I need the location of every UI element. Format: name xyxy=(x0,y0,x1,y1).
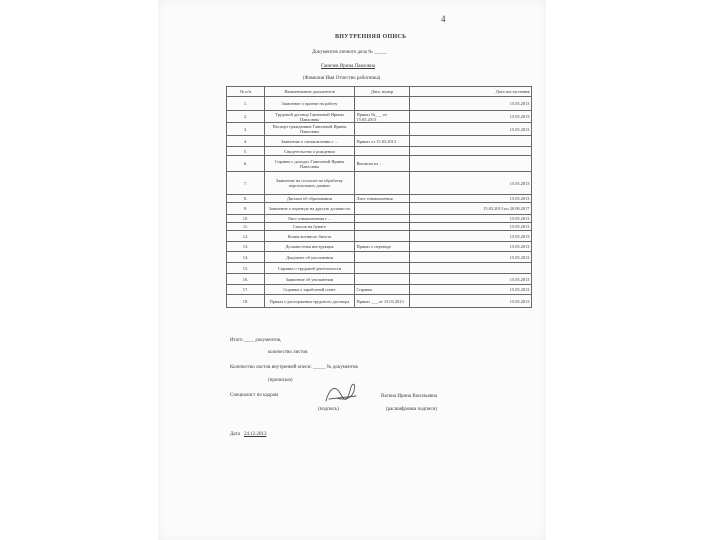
row-reference: Приказ ___ от 15.03.2013 xyxy=(355,295,410,308)
row-number: 10. xyxy=(227,215,265,223)
row-date xyxy=(410,136,532,147)
col-header-ref: Дата, номер xyxy=(355,87,410,97)
row-number: 5. xyxy=(227,147,265,156)
row-number: 1. xyxy=(227,97,265,111)
sheet-count-caption: (прописью) xyxy=(268,378,293,383)
table-row xyxy=(227,203,532,215)
row-reference: Приказ от 15.03.2013 xyxy=(355,136,410,147)
table-header-row xyxy=(227,87,532,97)
date-label: Дата xyxy=(230,432,240,437)
table-row xyxy=(227,252,532,263)
row-document-name: Заявление на согласие на обработку персональных данных xyxy=(265,172,355,195)
row-reference xyxy=(355,223,410,231)
document-subtitle: Документов личного дела № _____ xyxy=(312,50,387,55)
col-header-name: Наименование документов xyxy=(265,87,355,97)
row-number: 16. xyxy=(227,274,265,285)
row-number: 7. xyxy=(227,172,265,195)
row-date: 15.03.2013 xyxy=(410,172,532,195)
row-number: 4. xyxy=(227,136,265,147)
employee-name: Ганичев Ирина Павловна xyxy=(321,64,375,69)
total-note: количество листов xyxy=(268,350,308,355)
row-number: 18. xyxy=(227,295,265,308)
row-reference xyxy=(355,172,410,195)
row-number: 13. xyxy=(227,242,265,252)
row-number: 14. xyxy=(227,252,265,263)
row-date: 15.03.2013 xyxy=(410,242,532,252)
row-date: 15.03.2013 xyxy=(410,111,532,123)
inventory-table-body xyxy=(227,97,532,308)
table-row xyxy=(227,285,532,295)
row-reference xyxy=(355,147,410,156)
row-reference xyxy=(355,231,410,242)
employee-name-caption: (Фамилия Имя Отчество работника) xyxy=(303,76,381,81)
row-reference: Приказ о переводе xyxy=(355,242,410,252)
row-document-name: Трудовой договор Ганичевой Ирины Павловны xyxy=(265,111,355,123)
row-document-name: Заявление о приеме на работу xyxy=(265,97,355,111)
row-number: 6. xyxy=(227,156,265,172)
row-date: 15.03.2013 по 20.08.2017 xyxy=(410,203,532,215)
row-document-name: Документ об увольнении xyxy=(265,252,355,263)
row-document-name: Копия военного билета xyxy=(265,231,355,242)
row-document-name: Свидетельство о рождении xyxy=(265,147,355,156)
row-reference xyxy=(355,215,410,223)
table-row xyxy=(227,215,532,223)
table-row xyxy=(227,274,532,285)
row-document-name: Заявление о переводе на другую должность xyxy=(265,203,355,215)
table-row xyxy=(227,123,532,136)
row-document-name: Справка о трудовой деятельности xyxy=(265,263,355,274)
total-line: Итого ____ документов, xyxy=(230,338,282,343)
row-date: 15.03.2013 xyxy=(410,223,532,231)
row-date xyxy=(410,156,532,172)
row-reference: Лист ознакомления xyxy=(355,195,410,203)
table-row xyxy=(227,231,532,242)
table-row xyxy=(227,97,532,111)
row-document-name: Приказ о расторжении трудового договора xyxy=(265,295,355,308)
row-date: 15.03.2013 xyxy=(410,97,532,111)
row-reference xyxy=(355,274,410,285)
row-number: 11. xyxy=(227,223,265,231)
row-date: 15.03.2013 xyxy=(410,231,532,242)
handwritten-signature xyxy=(323,378,359,408)
table-row xyxy=(227,242,532,252)
row-reference xyxy=(355,263,410,274)
row-number: 9. xyxy=(227,203,265,215)
row-document-name: Заявление о ознакомлении с ... xyxy=(265,136,355,147)
page-number: 4 xyxy=(441,14,446,24)
table-row xyxy=(227,111,532,123)
row-document-name: Диплом об образовании xyxy=(265,195,355,203)
row-document-name: Справка о заработной плате xyxy=(265,285,355,295)
signer-position: Специалист по кадрам xyxy=(230,393,279,398)
row-reference xyxy=(355,123,410,136)
row-reference xyxy=(355,252,410,263)
row-document-name: Список на бумаге xyxy=(265,223,355,231)
row-document-name: Заявление об увольнении xyxy=(265,274,355,285)
signer-name-caption: (расшифровка подписи) xyxy=(386,407,438,412)
row-document-name: Справка о доходах Ганичевой Ирины Павловны xyxy=(265,156,355,172)
row-number: 2. xyxy=(227,111,265,123)
table-row xyxy=(227,172,532,195)
row-date: 15.03.2013 xyxy=(410,195,532,203)
table-row xyxy=(227,195,532,203)
row-date: 15.03.2013 xyxy=(410,123,532,136)
row-date xyxy=(410,147,532,156)
row-number: 15. xyxy=(227,263,265,274)
table-row xyxy=(227,263,532,274)
table-row xyxy=(227,295,532,308)
row-document-name: Паспорт гражданина Ганичевой Ирины Павловны xyxy=(265,123,355,136)
row-date: 15.03.2013 xyxy=(410,295,532,308)
row-reference: Справка xyxy=(355,285,410,295)
row-number: 3. xyxy=(227,123,265,136)
table-row xyxy=(227,156,532,172)
row-document-name: Лист ознакомления с ... xyxy=(265,215,355,223)
row-reference: Выписка из ... xyxy=(355,156,410,172)
row-number: 12. xyxy=(227,231,265,242)
table-row xyxy=(227,136,532,147)
row-reference xyxy=(355,203,410,215)
date-value: 24.12.2013 xyxy=(244,432,267,437)
row-date: 15.03.2013 xyxy=(410,252,532,263)
signer-name: Вагина Ирина Васильевна xyxy=(381,394,438,399)
document-title: ВНУТРЕННЯЯ ОПИСЬ xyxy=(335,34,407,40)
col-header-number: № п/п xyxy=(227,87,265,97)
row-date: 15.03.2013 xyxy=(410,285,532,295)
inventory-table xyxy=(226,86,532,308)
table-row xyxy=(227,223,532,231)
row-date: 15.03.2013 xyxy=(410,274,532,285)
row-date: 15.03.2013 xyxy=(410,215,532,223)
row-number: 8. xyxy=(227,195,265,203)
row-date xyxy=(410,263,532,274)
table-row xyxy=(227,147,532,156)
row-document-name: Должностная инструкция xyxy=(265,242,355,252)
signature-caption: (подпись) xyxy=(318,407,339,412)
row-reference xyxy=(355,97,410,111)
sheet-count-line: Количество листов внутренней описи: _____ № документов xyxy=(230,365,358,370)
row-reference: Приказ №___ от 15.03.2013 xyxy=(355,111,410,123)
row-number: 17. xyxy=(227,285,265,295)
col-header-date: Дата поступления xyxy=(410,87,532,97)
